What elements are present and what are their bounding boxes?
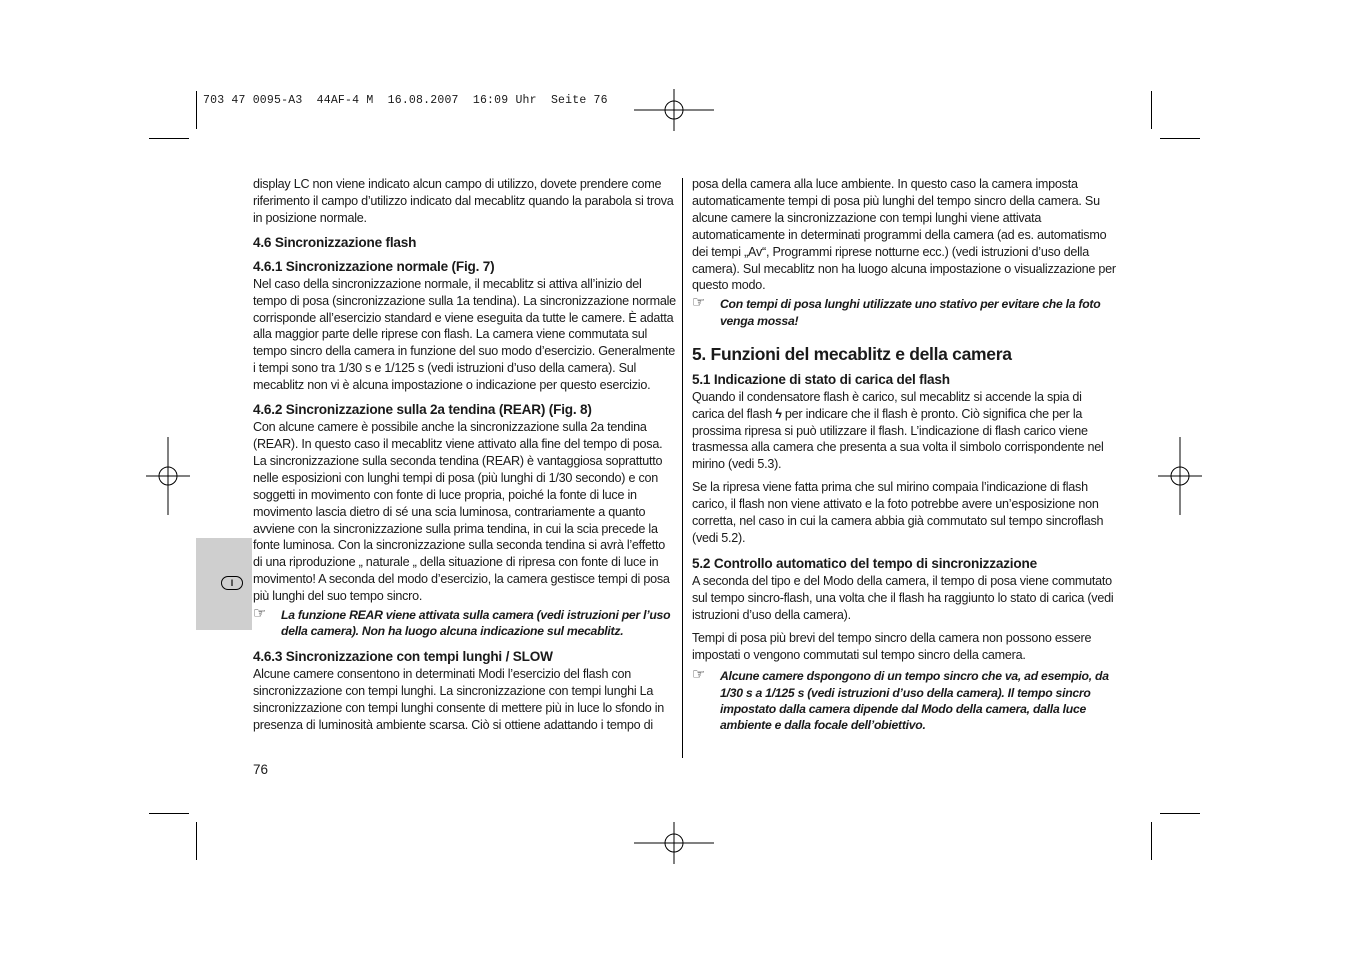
note-4-6-2-text: La funzione REAR viene attivata sulla camera (vedi istruzioni per l’uso della camera). Non ha luogo alcuna indicazione sul mecablitz. bbox=[281, 608, 671, 639]
paragraph-5-1b: Se la ripresa viene fatta prima che sul mirino compaia l’indicazione di flash carico, il flash non viene attivato e la foto potrebbe avere un’esposizione non corretta, nel caso in cui la camera abbia già commutato sul tempo sincroflash (vedi 5.2). bbox=[692, 480, 1104, 545]
crop-mark bbox=[1160, 813, 1200, 814]
pointing-hand-icon: ☞ bbox=[692, 666, 706, 684]
crop-mark bbox=[1151, 822, 1152, 860]
crop-mark bbox=[196, 91, 197, 129]
note-4-6-2 bbox=[253, 607, 676, 639]
heading-5: 5. Funzioni del mecablitz e della camera bbox=[692, 343, 1012, 364]
heading-4-6-1: 4.6.1 Sincronizzazione normale (Fig. 7) bbox=[253, 258, 495, 274]
registration-mark-right bbox=[1158, 437, 1202, 515]
crop-mark bbox=[1151, 91, 1152, 129]
heading-4-6-3: 4.6.3 Sincronizzazione con tempi lunghi / SLOW bbox=[253, 649, 553, 665]
crop-mark bbox=[1160, 138, 1200, 139]
print-slug: 703 47 0095-A3 44AF-4 M 16.08.2007 16:09 Uhr Seite 76 bbox=[203, 94, 608, 107]
paragraph-4-6-2: Con alcune camere è possibile anche la sincronizzazione sulla 2a tendina (REAR). In questo caso il mecablitz viene attivato alla fine del tempo di posa. La sincronizzazione sulla seconda tendina (REAR) è vantaggiosa soprattutto nelle esposizioni con lunghi tempi di posa (più lunghi di 1/30 secondo) e con soggetti in movimento con fonte di luce propria, poiché la fonte di luce in movimento lascia dietro di sé una scia luminosa, contrariamente a quanto avviene con la sincronizzazione sulla prima tendina, in cui la scia precede la fonte luminosa. Con la sincronizzazione sulla seconda tendina si avrà l’effetto di una riproduzione „ naturale „ della situazione di ripresa con fonte di luce in movimento! A seconda del modo d’esercizio, la camera gestisce tempi di posa più lunghi del suo tempo sincro. bbox=[253, 420, 670, 604]
language-tab bbox=[196, 538, 252, 630]
paragraph-5-1a-post: per indicare che il flash è pronto. Ciò significa che per la prossima ripresa si può utilizzare il flash. L’indicazione di flash carico viene trasmessa alla camera che presenta a sua volta il simbolo corrispondente nel mirino (vedi 5.3). bbox=[692, 406, 1104, 472]
intro-paragraph: display LC non viene indicato alcun campo di utilizzo, dovete prendere come riferimento il campo d’utilizzo indicato dal mecablitz quando la parabola si trova in posizione normale. bbox=[253, 177, 674, 225]
pointing-hand-icon: ☞ bbox=[692, 294, 706, 312]
crop-mark bbox=[149, 813, 189, 814]
paragraph-4-6-3: Alcune camere consentono in determinati Modi l’esercizio del flash con sincronizzazione con tempi lunghi. La sincronizzazione con tempi lunghi La sincronizzazione con tempi lunghi consente di mettere più in luce lo sfondo in presenza di luminosità ambiente scarsa. Ciò si ottiene adattando i tempo di bbox=[253, 667, 665, 733]
paragraph-5-1a bbox=[692, 389, 1116, 474]
language-tab-label: I bbox=[221, 576, 243, 590]
note-long-exposure bbox=[692, 296, 1116, 328]
paragraph-5-2a: A seconda del tipo e del Modo della camera, il tempo di posa viene commutato sul tempo sincro-flash, una volta che il flash ha raggiunto lo stato di carica (vedi istruzioni d’uso della camera). bbox=[692, 573, 1114, 622]
right-column bbox=[692, 176, 1116, 733]
paragraph-4-6-1: Nel caso della sincronizzazione normale, il mecablitz si attiva all’inizio del tempo di posa (sincronizzazione sulla 1a tendina). La sincronizzazione normale corrisponde all’esercizio standard e viene eseguita da tutte le camere. È adatta alla maggior parte delle riprese con flash. La camera viene commutata sul tempo sincro della camera in funzione del suo modo d’esercizio. Generalmente i tempi sono tra 1/30 s e 1/125 s (vedi istruzioni d’uso della camera). Sul mecablitz non vi è alcuna impostazione o indicazione per questo esercizio. bbox=[253, 276, 676, 393]
page-number: 76 bbox=[253, 762, 269, 777]
registration-mark-top bbox=[634, 89, 714, 131]
heading-4-6: 4.6 Sincronizzazione flash bbox=[253, 234, 417, 250]
registration-mark-left bbox=[146, 437, 190, 515]
paragraph-5-2b: Tempi di posa più brevi del tempo sincro della camera non possono essere impostati o vengono commutati sul tempo sincro della camera. bbox=[692, 630, 1092, 662]
left-column bbox=[253, 176, 676, 734]
heading-4-6-2: 4.6.2 Sincronizzazione sulla 2a tendina (REAR) (Fig. 8) bbox=[253, 402, 592, 418]
column-divider bbox=[682, 178, 683, 758]
heading-5-1: 5.1 Indicazione di stato di carica del flash bbox=[692, 371, 950, 387]
crop-mark bbox=[196, 822, 197, 860]
paragraph-continued: posa della camera alla luce ambiente. In questo caso la camera imposta automaticamente tempi di posa più lunghi del tempo sincro della camera. Su alcune camere la sincronizzazione con tempi lunghi viene attivata automaticamente in determinati programmi della camera (ad es. automatismo dei tempi „Av“, Programmi riprese notturne ecc.) (vedi istruzioni d’uso della camera). Sul mecablitz non ha luogo alcuna impostazione o visualizzazione per questo modo. bbox=[692, 177, 1116, 293]
paragraph-5-1a-pre: Quando il condensatore flash è carico, sul mecablitz si accende la spia di carica del flash bbox=[692, 389, 1082, 421]
registration-mark-bottom bbox=[634, 822, 714, 864]
flash-ready-icon: ϟ bbox=[775, 406, 782, 421]
note-5-2-text: Alcune camere dspongono di un tempo sincro che va, ad esempio, da 1/30 s a 1/125 s (vedi istruzioni d’uso della camera). Il tempo sincro impostato dalla camera dipende dal Modo della camera, dalla luce ambiente e dalla focale dell’obiettivo. bbox=[720, 669, 1109, 733]
heading-5-2: 5.2 Controllo automatico del tempo di sincronizzazione bbox=[692, 555, 1037, 571]
note-long-exposure-text: Con tempi di posa lunghi utilizzate uno stativo per evitare che la foto venga mossa! bbox=[720, 297, 1101, 328]
crop-mark bbox=[149, 138, 189, 139]
note-5-2 bbox=[692, 668, 1116, 733]
pointing-hand-icon: ☞ bbox=[253, 605, 267, 623]
